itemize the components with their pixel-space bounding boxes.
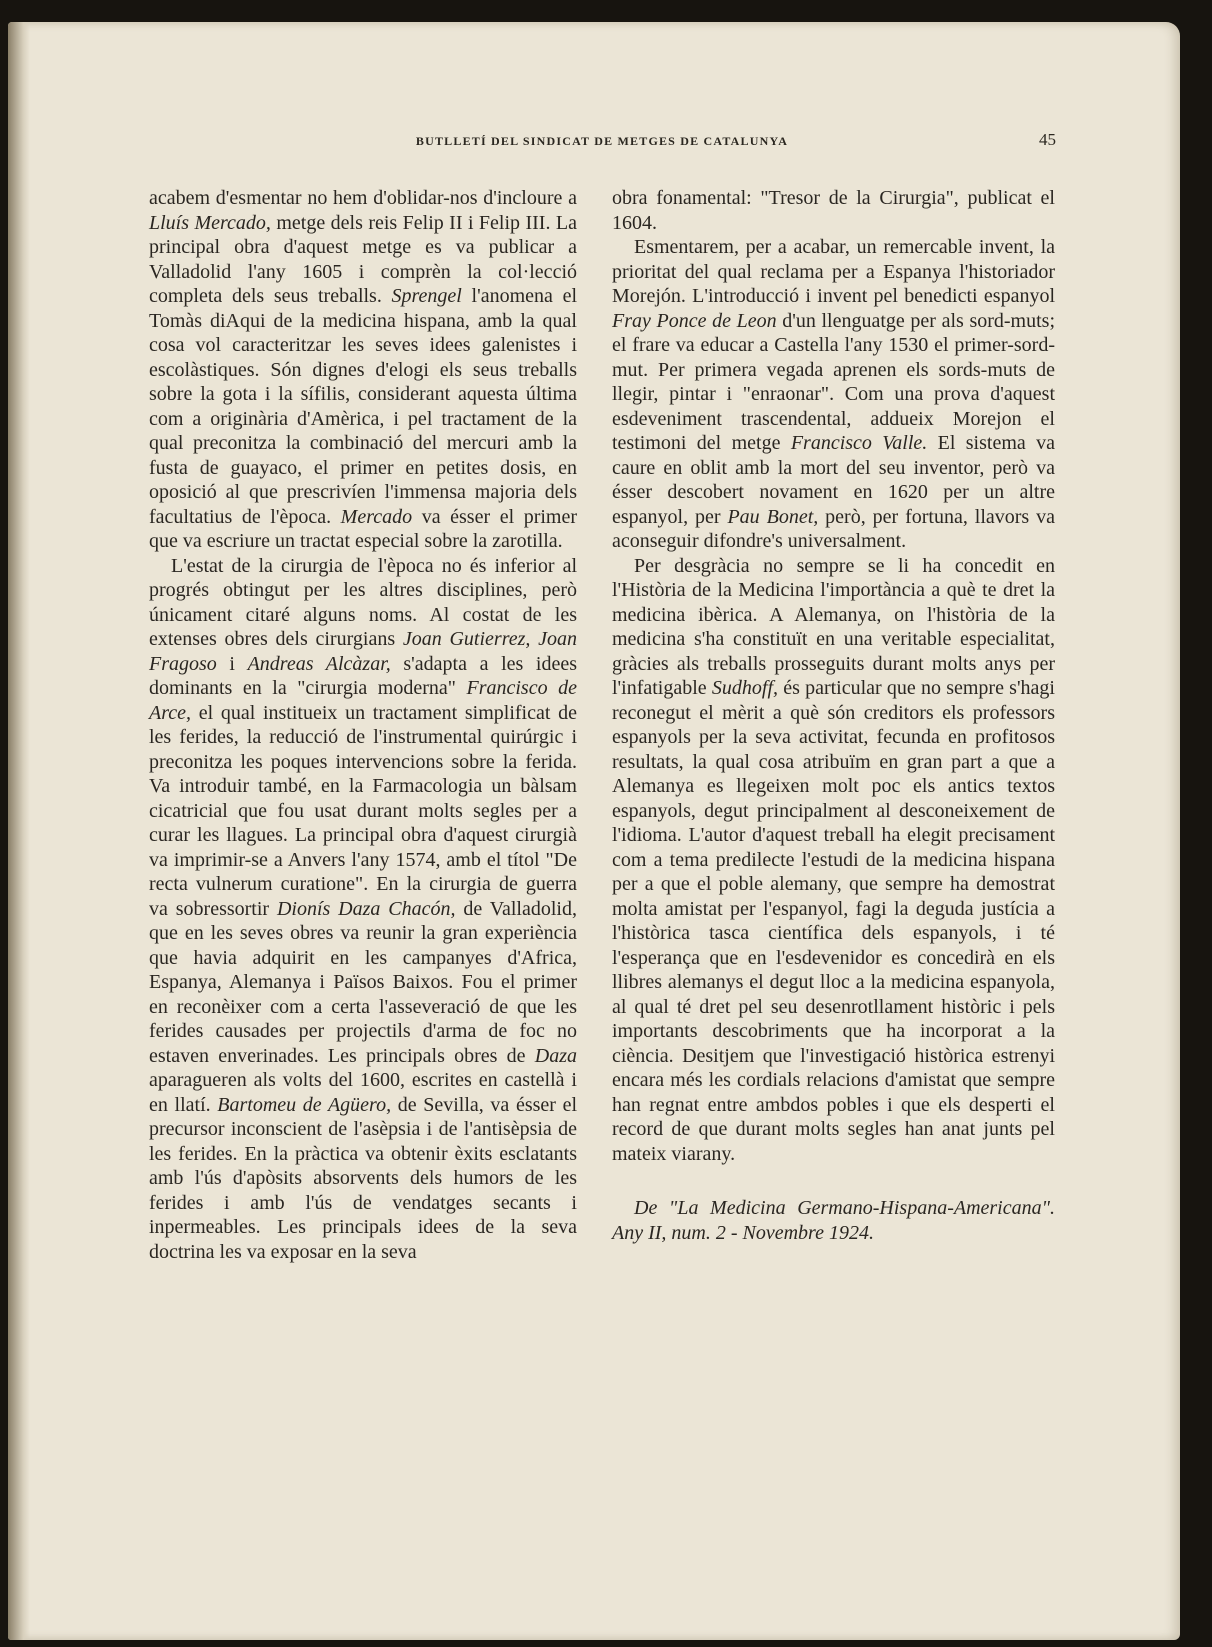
italic-name: Andreas Alcàzar,: [247, 652, 391, 675]
right-column: [612, 186, 1055, 1245]
italic-name: Daza: [534, 1044, 577, 1067]
text-run: aparagueren als volts del 1600, escrites en castellà i en llatí.: [149, 1069, 577, 1116]
italic-name: Mercado: [340, 505, 413, 528]
journal-title: BUTLLETÍ DEL SINDICAT DE METGES DE CATALUNYA: [415, 134, 789, 148]
text-run: obra fonamental: "Tresor de la Cirurgia", publicat el 1604.: [612, 187, 1055, 234]
page-number: 45: [1039, 130, 1056, 149]
italic-name: Lluís Mercado,: [149, 211, 271, 234]
text-run: Esmentarem, per a acabar, un remercable invent, la prioritat del qual reclama per a Espanya l'historiador Morejón. L'introducció i invent pel benedicti espanyol: [612, 236, 1055, 307]
text-run: acabem d'esmentar no hem d'oblidar-nos d'incloure a: [149, 187, 577, 209]
text-run: L'estat de la cirurgia de l'època no és inferior al progrés obtingut per les altres disciplines, però únicament citaré alguns noms. Al costat de les extenses obres dels cirurgians: [149, 554, 577, 650]
text-run: metge dels reis Felip II i Felip III. La principal obra d'aquest metge es va publicar a Valladolid l'any 1605 i comprèn la col·lecció completa dels seus treballs.: [149, 211, 577, 307]
text-run: és particular que no sempre s'hagi reconegut el mèrit a què són creditors els professors espanyols per la seva activitat, fecunda en profitosos resultats, la qual cosa atribuïm en gran part a que a Alemanya es llegeixen molt poc els antics textos espanyols, degut principalment al desconeixement de l'idioma. L'autor d'aquest treball ha elegit precisament com a tema predilecte l'estudi de la medicina hispana per a que el poble alemany, que sempre ha demostrat molta amistat per l'espanyol, fagi la deguda justícia a l'històrica tasca científica dels espanyols, i té l'esperança que en l'esdevenidor es concedirà en els llibres alemanys el degut lloc a la medicina espanyola, al qual té dret pel seu desenrotllament històric i pels importants descobriments que ha incorporat a la ciència. Desitjem que l'investigació històrica estrenyi encara més les cordials relacions d'amistat que sempre han regnat entre ambdos pobles i que els desperti el record de que durant molts segles han anat junts pel mateix viarany.: [612, 677, 1055, 1165]
paragraph: [149, 554, 577, 1265]
italic-name: Francisco Valle.: [790, 432, 928, 454]
paragraph: [612, 554, 1055, 1167]
text-run: va ésser el primer que va escriure un tractat especial sobre la zarotilla.: [149, 505, 578, 552]
page-gutter-shadow: [8, 22, 30, 1640]
italic-name: Sudhoff,: [711, 677, 779, 699]
text-run: De "La Medicina Germano-Hispana-Americana". Any II, num. 2 - Novembre 1924.: [612, 1197, 1055, 1244]
text-run: l'anomena el Tomàs diAqui de la medicina hispana, amb la qual cosa vol caracteritzar les seves idees galenistes i escolàstiques. Són dignes d'elogi els seus treballs sobre la gota i la sífilis, considerant aquesta última com a originària d'Amèrica, i pel tractament de la qual preconitza la combinació del mercuri amb la fusta de guayaco, el primer en petites dosis, en oposició al que prescrivíen l'immensa majoria dels facultatius de l'època.: [149, 285, 577, 528]
text-run: de Sevilla, va ésser el precursor inconscient de l'asèpsia i de l'antisèpsia de les ferides. En la pràctica va obtenir èxits esclatants amb l'ús d'apòsits absorvents dels humors de les ferides i amb l'ús de vendatges secants i inpermeables. Les principals idees de la seva doctrina les va exposar en la seva: [149, 1093, 577, 1263]
italic-name: Pau Bonet,: [727, 505, 819, 528]
running-header: [148, 122, 1056, 152]
paragraph: [149, 186, 577, 554]
journal-page: [8, 22, 1180, 1640]
text-run: s'adapta a les idees dominants en la "cirurgia moderna": [149, 652, 578, 699]
text-run: d'un llenguatge per als sord-muts; el frare va educar a Castella l'any 1530 el primer-sord-mut. Per primera vegada aprenen els sords-muts de llegir, pintar i "enraonar". Com una prova d'aquest esdeveniment trascendental, addueix Morejon el testimoni del metge: [612, 309, 1055, 454]
text-run: però, per fortuna, llavors va aconseguir difondre's universalment.: [612, 505, 1055, 552]
italic-name: Sprengel: [391, 285, 462, 307]
italic-name: Bartomeu de Agüero,: [217, 1093, 392, 1116]
paragraph: [612, 235, 1055, 554]
text-run: El sistema va caure en oblit amb la mort del seu inventor, però va ésser descobert novament en 1620 per un altre espanyol, per: [612, 432, 1055, 528]
text-run: i: [216, 652, 248, 675]
source-citation: [612, 1196, 1055, 1245]
italic-name: Fray Ponce de Leon: [612, 309, 777, 332]
italic-name: Dionís Daza Chacón,: [276, 897, 456, 920]
text-run: el qual institueix un tractament simplificat de les ferides, la reducció de l'instrumental quirúrgic i preconitza les poques intervencions sobre la ferida. Va introduir també, en la Farmacologia un bàlsam cicatricial que fou usat durant molts segles per a curar les llagues. La principal obra d'aquest cirurgià va imprimir-se a Anvers l'any 1574, amb el títol "De recta vulnerum curatione". En la cirurgia de guerra va sobressortir: [149, 701, 577, 920]
paragraph: [612, 186, 1055, 235]
left-column: [149, 186, 577, 1264]
text-run: Per desgràcia no sempre se li ha concedit en l'Història de la Medicina l'importància a què te dret la medicina ibèrica. A Alemanya, on l'història de la medicina s'ha constituït en una veritable especialitat, gràcies als treballs prosseguits durant molts anys per l'infatigable: [612, 554, 1055, 699]
text-run: de Valladolid, que en les seves obres va reunir la gran experiència que havia adquirit en les campanyes d'Africa, Espanya, Alemanya i Països Baixos. Fou el primer en reconèixer com a certa l'asseveració de que les ferides causades per projectils d'arma de foc no estaven enverinades. Les principals obres de: [149, 897, 577, 1067]
italic-name: Francisco de Arce,: [149, 677, 577, 724]
italic-name: Joan Gutierrez, Joan Fragoso: [149, 628, 578, 675]
